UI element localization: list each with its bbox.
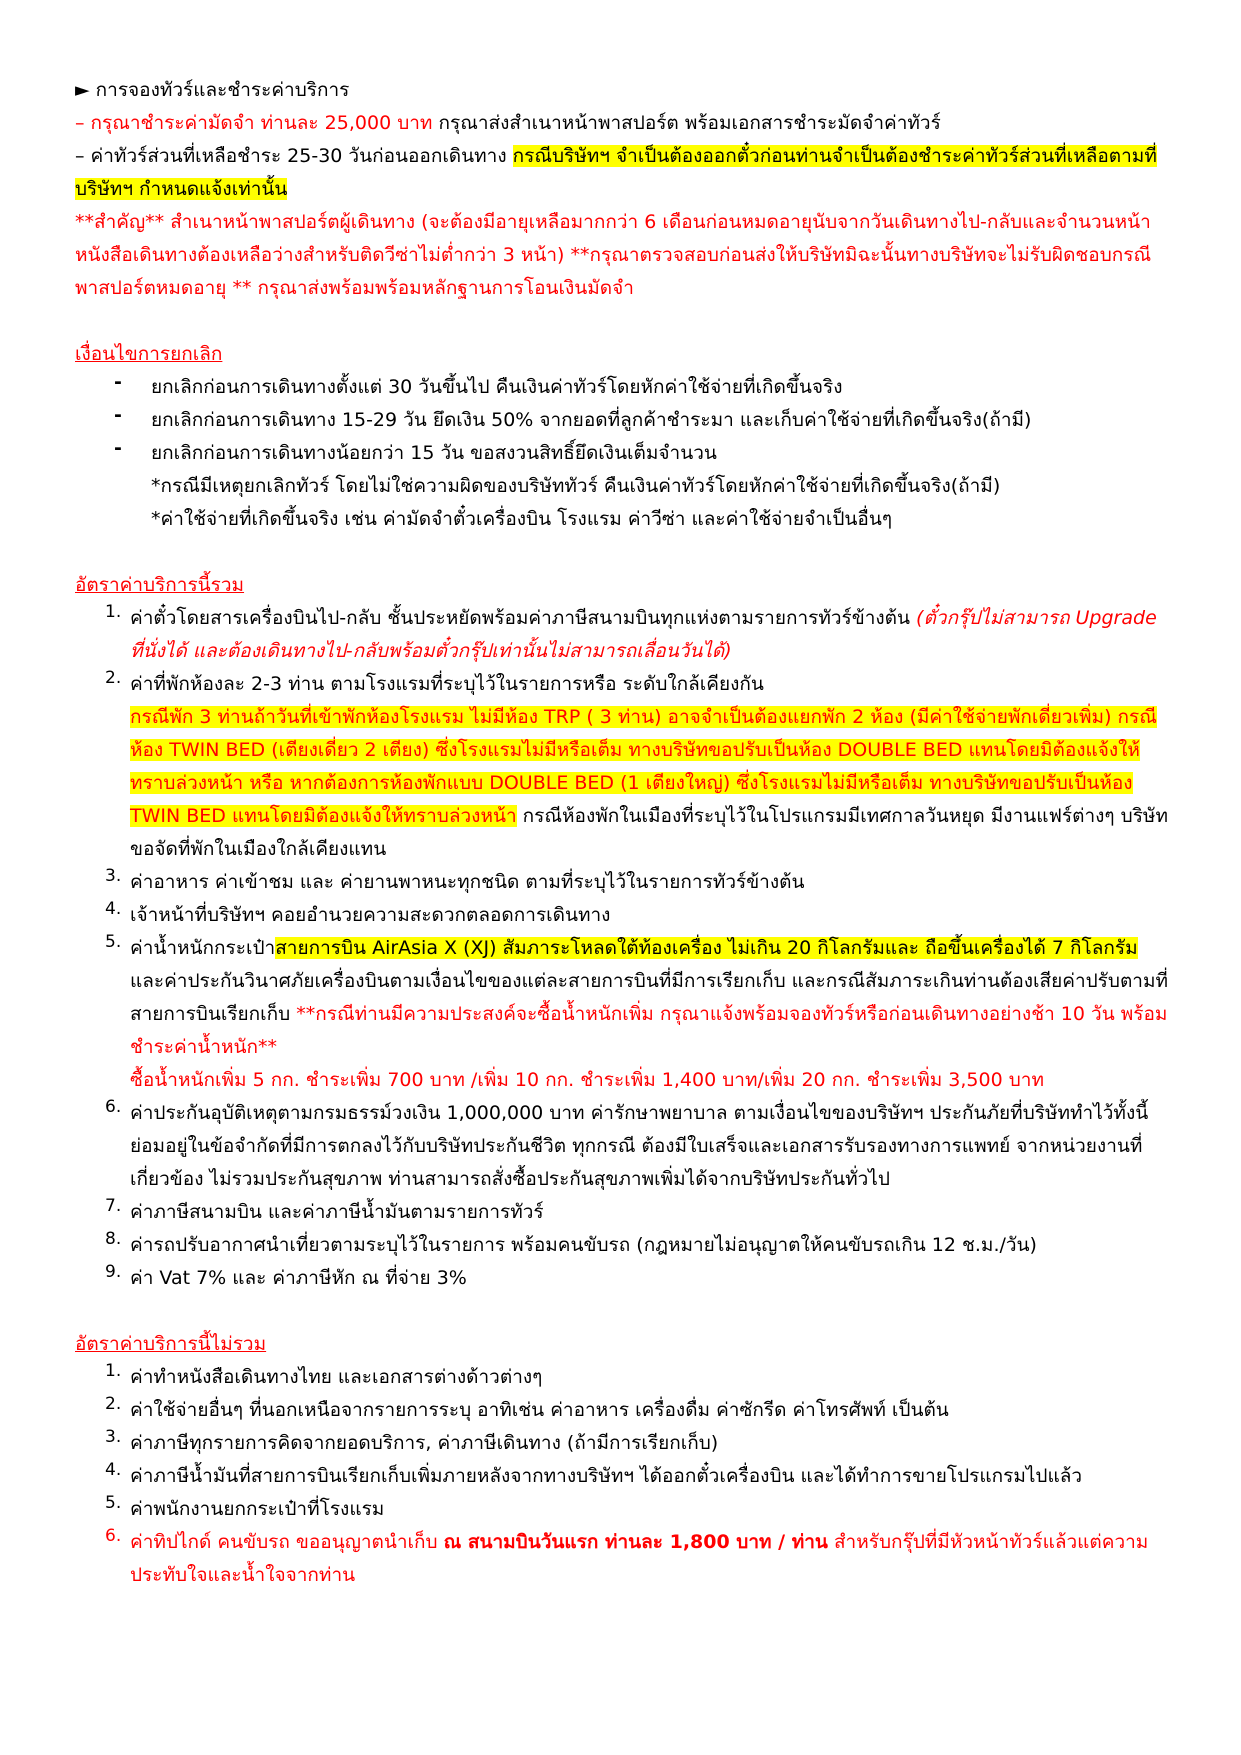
excluded-item-4: ค่าภาษีน้ำมันที่สายการบินเรียกเก็บเพิ่มภายหลังจากทางบริษัทฯ ได้ออกตั๋วเครื่องบิน และได้ทำการขายโปรแกรมไปแล้ว: [130, 1465, 1083, 1487]
baggage-price: ซื้อน้ำหนักเพิ่ม 5 กก. ชำระเพิ่ม 700 บาท /เพิ่ม 10 กก. ชำระเพิ่ม 1,400 บาท/เพิ่ม 20 กก. ชำระเพิ่ม 3,500 บาท: [130, 1069, 1044, 1091]
included-item: [105, 1229, 1171, 1262]
excluded-item: [105, 1394, 1171, 1427]
excluded-item: [105, 1460, 1171, 1493]
included-item-9: ค่า Vat 7% และ ค่าภาษีหัก ณ ที่จ่าย 3%: [130, 1267, 467, 1289]
included-item-4: เจ้าหน้าที่บริษัทฯ คอยอำนวยความสะดวกตลอดการเดินทาง: [130, 904, 611, 926]
cancellation-heading: เงื่อนไขการยกเลิก: [75, 343, 223, 365]
included-item-2: ค่าที่พักห้องละ 2-3 ท่าน ตามโรงแรมที่ระบุไว้ในรายการหรือ ระดับใกล้เคียงกัน: [130, 673, 764, 695]
excluded-item: [105, 1361, 1171, 1394]
item-number: 5.: [105, 932, 122, 952]
included-item-text: [130, 668, 1171, 866]
cancel-item-text: ยกเลิกก่อนการเดินทาง 15-29 วัน ยึดเงิน 50% จากยอดที่ลูกค้าชำระมา และเก็บค่าใช้จ่ายที่เกิดขึ้นจริง(ถ้ามี): [151, 409, 1032, 431]
included-item: [105, 668, 1171, 866]
baggage-note: **กรณีท่านมีความประสงค์จะซื้อน้ำหนักเพิ่ม กรุณาแจ้งพร้อมจองทัวร์หรือก่อนเดินทางอย่างช้า 10 วัน พร้อมชำระค่าน้ำหนัก**: [130, 1003, 1168, 1058]
item-number: 9.: [105, 1262, 122, 1282]
balance-text: – ค่าทัวร์ส่วนที่เหลือชำระ 25-30 วันก่อนออกเดินทาง: [75, 145, 513, 167]
cancel-item: [114, 404, 1171, 437]
item-number: 2.: [105, 668, 122, 688]
booking-title: ► การจองทัวร์และชำระค่าบริการ: [75, 79, 350, 101]
booking-important: **สำคัญ** สำเนาหน้าพาสปอร์ตผู้เดินทาง (จะต้องมีอายุเหลือมากกว่า 6 เดือนก่อนหมดอายุนับจากวันเดินทางไป-กลับและจำนวนหน้าหนังสือเดินทางต้องเหลือว่างสำหรับติดวีซ่าไม่ต่ำกว่า 3 หน้า) **กรุณาตรวจสอบก่อนส่งให้บริษัทมิฉะนั้นทางบริษัทจะไม่รับผิดชอบกรณีพาสปอร์ตหมดอายุ ** กรุณาส่งพร้อมพร้อมหลักฐานการโอนเงินมัดจำ: [75, 211, 1152, 299]
cancel-note: *ค่าใช้จ่ายที่เกิดขึ้นจริง เช่น ค่ามัดจำตั๋วเครื่องบิน โรงแรม ค่าวีซ่า และค่าใช้จ่ายจำเป็นอื่นๆ: [151, 508, 893, 530]
excluded-heading: อัตราค่าบริการนี้ไม่รวม: [75, 1333, 267, 1355]
cancel-item: [114, 437, 1171, 470]
cancel-note: *กรณีมีเหตุยกเลิกทัวร์ โดยไม่ใช่ความผิดของบริษัททัวร์ คืนเงินค่าทัวร์โดยหักค่าใช้จ่ายที่เกิดขึ้นจริง(ถ้ามี): [151, 475, 1001, 497]
excluded-item: [105, 1526, 1171, 1592]
included-item-6: ค่าประกันอุบัติเหตุตามกรมธรรม์วงเงิน 1,000,000 บาท ค่ารักษาพยาบาล ตามเงื่อนไขของบริษัทฯ ประกันภัยที่บริษัททำไว้ทั้งนี้ย่อมอยู่ในข้อจำกัดที่มีการตกลงไว้กับบริษัทประกันชีวิต ทุกกรณี ต้องมีใบเสร็จและเอกสารรับรองทางการแพทย์ จากหน่วยงานที่เกี่ยวข้อง ไม่รวมประกันสุขภาพ ท่านสามารถสั่งซื้อประกันสุขภาพเพิ่มได้จากบริษัทประกันทั่วไป: [130, 1102, 1149, 1190]
baggage-highlight: สายการบิน AirAsia X (XJ) สัมภาระโหลดใต้ท้องเครื่อง ไม่เกิน 20 กิโลกรัมและ ถือขึ้นเครื่องได้ 7 กิโลกรัม: [275, 937, 1138, 959]
excluded-item: [105, 1493, 1171, 1526]
included-item: [105, 1196, 1171, 1229]
included-item: [105, 1262, 1171, 1295]
room-highlight: กรณีพัก 3 ท่านถ้าวันที่เข้าพักห้องโรงแรม ไม่มีห้อง TRP ( 3 ท่าน) อาจจำเป็นต้องแยกพัก 2 ห้อง (มีค่าใช้จ่ายพักเดี่ยวเพิ่ม) กรณีห้อง TWIN BED (เตียงเดี่ยว 2 เตียง) ซึ่งโรงแรมไม่มีหรือเต็ม ทางบริษัทขอปรับเป็นห้อง DOUBLE BED แทนโดยมิต้องแจ้งให้ทราบล่วงหน้า หรือ หากต้องการห้องพักแบบ DOUBLE BED (1 เตียงใหญ่) ซึ่งโรงแรมไม่มีหรือเต็ม ทางบริษัทขอปรับเป็นห้อง TWIN BED แทนโดยมิต้องแจ้งให้ทราบล่วงหน้า: [130, 706, 1157, 827]
baggage-tail: และค่าประกันวินาศภัยเครื่องบินตามเงื่อนไขของแต่ละสายการบินที่มีการเรียกเก็บ และกรณีสัมภาระเกินท่านต้องเสียค่าปรับตามที่สายการบินเรียกเก็บ: [130, 970, 1169, 1025]
dash-marker: -: [114, 404, 122, 426]
excluded-item-6: [130, 1526, 1171, 1592]
included-item: [105, 1097, 1171, 1196]
excluded-item-1: ค่าทำหนังสือเดินทางไทย และเอกสารต่างด้าวต่างๆ: [130, 1366, 543, 1388]
item-number: 5.: [105, 1493, 122, 1513]
item-number: 3.: [105, 1427, 122, 1447]
item-number: 1.: [105, 602, 122, 622]
excluded-item-2: ค่าใช้จ่ายอื่นๆ ที่นอกเหนือจากรายการระบุ อาทิเช่น ค่าอาหาร เครื่องดื่ม ค่าซักรีด ค่าโทรศัพท์ เป็นต้น: [130, 1399, 949, 1421]
deposit-amount: – กรุณาชำระค่ามัดจำ ท่านละ 25,000 บาท: [75, 112, 433, 134]
item-number: 1.: [105, 1361, 122, 1381]
room-tail: กรณีห้องพักในเมืองที่ระบุไว้ในโปรแกรมมีเทศกาลวันหยุด มีงานแฟร์ต่างๆ บริษัทขอจัดที่พักในเมืองใกล้เคียงแทน: [130, 805, 1168, 860]
item-number: 7.: [105, 1196, 122, 1216]
booking-balance: [75, 140, 1171, 206]
item-number: 6.: [105, 1097, 122, 1117]
included-item-3: ค่าอาหาร ค่าเข้าชม และ ค่ายานพาหนะทุกชนิด ตามที่ระบุไว้ในรายการทัวร์ข้างต้น: [130, 871, 805, 893]
tip-text: ค่าทิปไกด์ คนขับรถ ขออนุญาตนำเก็บ: [130, 1531, 444, 1553]
item-number: 8.: [105, 1229, 122, 1249]
item-number: 3.: [105, 866, 122, 886]
balance-highlight: กรณีบริษัทฯ จำเป็นต้องออกตั๋วก่อนท่านจำเป็นต้องชำระค่าทัวร์ส่วนที่เหลือตามที่บริษัทฯ กำหนดแจ้งเท่านั้น: [75, 145, 1157, 200]
cancel-item: [114, 371, 1171, 404]
included-item: [105, 866, 1171, 899]
included-item: [105, 932, 1171, 1097]
included-item-7: ค่าภาษีสนามบิน และค่าภาษีน้ำมันตามรายการทัวร์: [130, 1201, 544, 1223]
included-item-1-note: (ตั๋วกรุ๊ปไม่สามารถ Upgrade ที่นั่งได้ และต้องเดินทางไป-กลับพร้อมตั๋วกรุ๊ปเท่านั้นไม่สามารถเลื่อนวันได้): [130, 607, 1157, 662]
item-number: 4.: [105, 899, 122, 919]
cancel-item-text: ยกเลิกก่อนการเดินทางน้อยกว่า 15 วัน ขอสงวนสิทธิ์ยึดเงินเต็มจำนวน: [151, 442, 717, 464]
booking-deposit: [75, 107, 1171, 140]
item-number: 6.: [105, 1526, 122, 1546]
deposit-note: กรุณาส่งสำเนาหน้าพาสปอร์ต พร้อมเอกสารชำระมัดจำค่าทัวร์: [432, 112, 941, 134]
included-heading: อัตราค่าบริการนี้รวม: [75, 574, 245, 596]
item-number: 2.: [105, 1394, 122, 1414]
included-item-5: [130, 932, 1171, 1064]
included-item-text: [130, 932, 1171, 1097]
tip-tail: สำหรับกรุ๊ปที่มีหัวหน้าทัวร์แล้วแต่ความประทับใจและน้ำใจจากท่าน: [130, 1531, 1149, 1586]
item-number: 4.: [105, 1460, 122, 1480]
included-item-2-detail: [130, 701, 1171, 866]
baggage-label: ค่าน้ำหนักกระเป๋า: [130, 937, 276, 959]
cancel-item-text: ยกเลิกก่อนการเดินทางตั้งแต่ 30 วันขึ้นไป คืนเงินค่าทัวร์โดยหักค่าใช้จ่ายที่เกิดขึ้นจริง: [151, 376, 843, 398]
excluded-item-5: ค่าพนักงานยกกระเป๋าที่โรงแรม: [130, 1498, 385, 1520]
included-item-text: [130, 602, 1171, 668]
included-item-1: ค่าตั๋วโดยสารเครื่องบินไป-กลับ ชั้นประหยัดพร้อมค่าภาษีสนามบินทุกแห่งตามรายการทัวร์ข้างต้น: [130, 607, 917, 629]
included-item-8: ค่ารถปรับอากาศนำเที่ยวตามระบุไว้ในรายการ พร้อมคนขับรถ (กฎหมายไม่อนุญาตให้คนขับรถเกิน 12 ช.ม./วัน): [130, 1234, 1037, 1256]
dash-marker: -: [114, 371, 122, 393]
included-item: [105, 899, 1171, 932]
dash-marker: -: [114, 437, 122, 459]
excluded-item-3: ค่าภาษีทุกรายการคิดจากยอดบริการ, ค่าภาษีเดินทาง (ถ้ามีการเรียกเก็บ): [130, 1432, 719, 1454]
tip-amount: ณ สนามบินวันแรก ท่านละ 1,800 บาท / ท่าน: [443, 1531, 828, 1553]
included-item: [105, 602, 1171, 668]
excluded-item: [105, 1427, 1171, 1460]
